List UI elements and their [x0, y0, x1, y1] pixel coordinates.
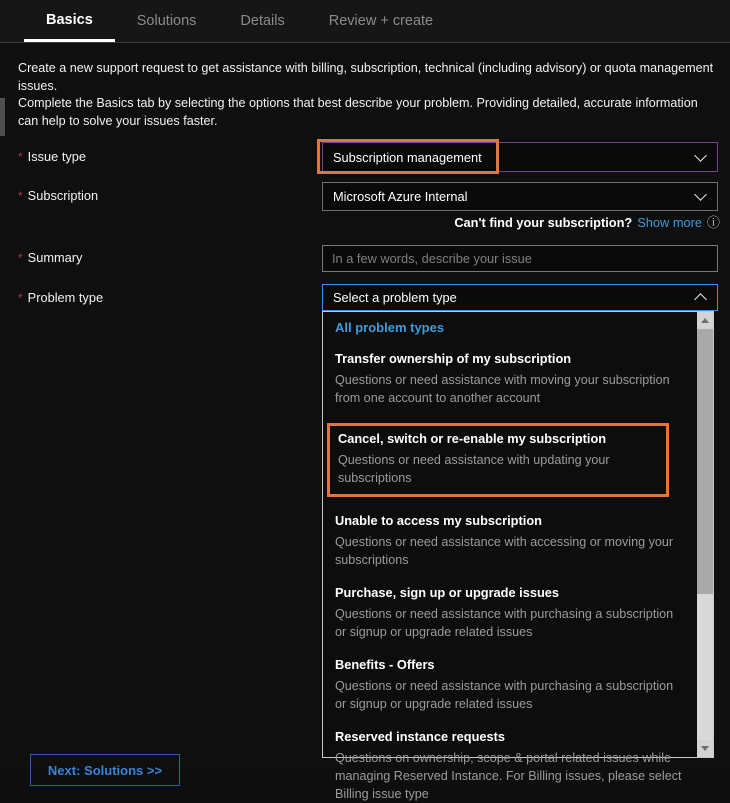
intro-line-1: Create a new support request to get assistance with billing, subscription, technical (including advisory) or quota management issues. — [18, 61, 714, 93]
subscription-label: * Subscription — [18, 188, 99, 203]
option-benefits-offers[interactable]: Benefits - Offers Questions or need assistance with purchasing a subscription or signup or upgrade related issues — [335, 657, 674, 711]
chevron-down-icon — [694, 149, 707, 162]
show-more-link[interactable]: Show more — [637, 215, 702, 230]
dropdown-scrollbar[interactable] — [697, 312, 713, 757]
chevron-down-icon — [694, 188, 707, 201]
all-problem-types-link[interactable]: All problem types — [335, 320, 445, 335]
dropdown-list — [323, 312, 697, 801]
helper-question: Can't find your subscription? — [454, 215, 633, 230]
scroll-up-icon[interactable] — [697, 312, 713, 329]
problem-type-dropdown — [322, 311, 714, 801]
option-reserved-instance[interactable]: Reserved instance requests Questions on ownership, scope & portal related issues while managing Reserved Instance. For Billing issues, please select Billing issue type — [335, 729, 682, 801]
problem-type-select[interactable] — [322, 284, 718, 311]
subscription-helper — [454, 215, 720, 230]
summary-label: * Summary — [18, 250, 83, 265]
intro-line-2: Complete the Basics tab by selecting the options that best describe your problem. Providing detailed, accurate information can help to solve your issues faster. — [18, 96, 698, 128]
chevron-up-icon — [694, 293, 707, 306]
summary-input[interactable] — [322, 245, 718, 272]
tab-review-create[interactable]: Review + create — [328, 13, 434, 29]
subscription-select[interactable] — [322, 182, 718, 211]
page-scrollbar-thumb[interactable] — [0, 98, 5, 136]
issue-type-select[interactable] — [322, 142, 718, 172]
required-asterisk: * — [18, 291, 23, 305]
problem-type-value: Select a problem type — [333, 290, 457, 305]
tab-solutions[interactable]: Solutions — [136, 13, 197, 29]
tab-bar — [0, 0, 730, 43]
next-solutions-button[interactable]: Next: Solutions >> — [30, 754, 180, 786]
required-asterisk: * — [18, 150, 23, 164]
tab-details[interactable]: Details — [240, 13, 285, 29]
subscription-value: Microsoft Azure Internal — [333, 189, 468, 204]
intro-text — [18, 60, 718, 130]
problem-type-label: * Problem type — [18, 290, 104, 305]
option-unable-to-access[interactable]: Unable to access my subscription Questions or need assistance with accessing or moving your subscriptions — [335, 513, 674, 567]
required-asterisk: * — [18, 189, 23, 203]
option-transfer-ownership[interactable]: Transfer ownership of my subscription Questions or need assistance with moving your subscription from one account to another account — [335, 351, 670, 405]
issue-type-label: * Issue type — [18, 149, 87, 164]
required-asterisk: * — [18, 251, 23, 265]
issue-type-value: Subscription management — [333, 149, 482, 165]
option-purchase-signup-upgrade[interactable]: Purchase, sign up or upgrade issues Questions or need assistance with purchasing a subscription or signup or upgrade related issues — [335, 585, 674, 639]
option-cancel-switch-reenable[interactable]: Cancel, switch or re-enable my subscription Questions or need assistance with updating your subscriptions — [327, 423, 669, 497]
scroll-down-icon[interactable] — [697, 740, 713, 757]
scrollbar-thumb[interactable] — [697, 329, 713, 594]
tab-basics[interactable]: Basics — [24, 0, 115, 42]
info-icon[interactable]: ⓘ — [706, 215, 720, 230]
